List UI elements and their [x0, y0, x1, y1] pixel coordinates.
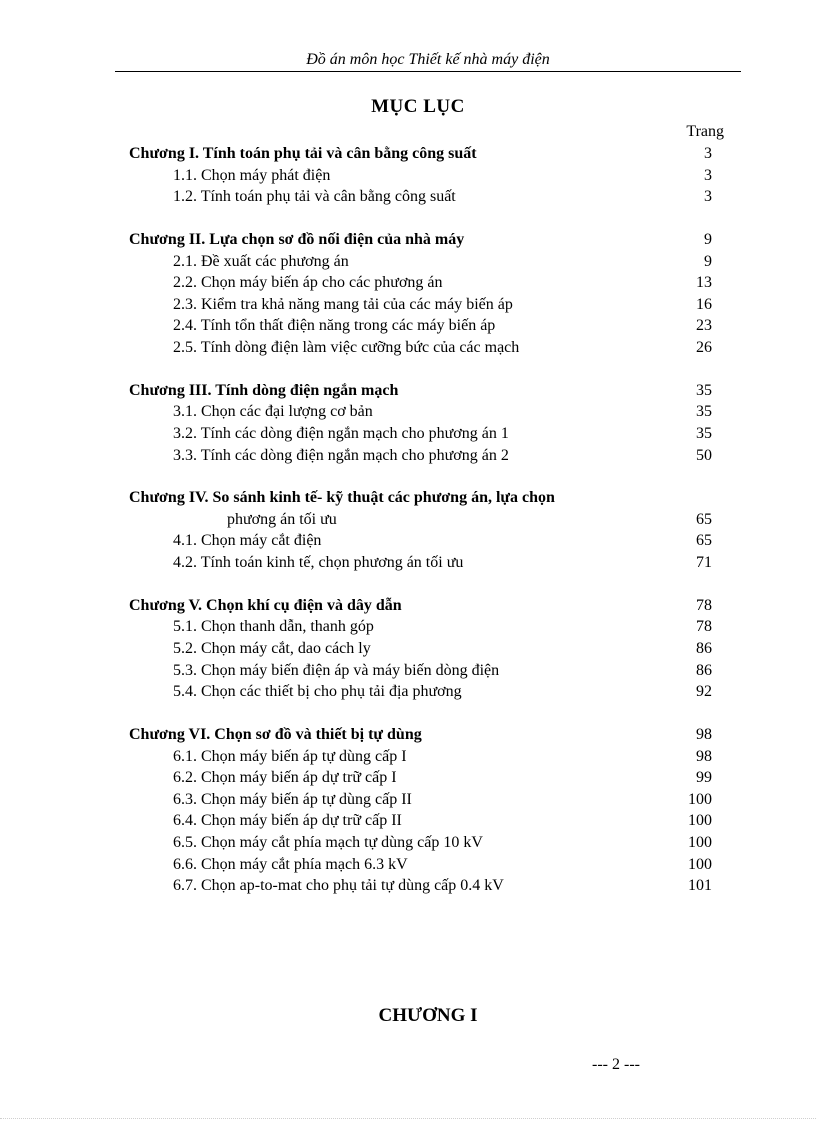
toc-section-row[interactable] — [129, 638, 712, 660]
toc-chapter-row[interactable] — [129, 229, 712, 251]
toc-entry-page: 13 — [696, 274, 712, 292]
chapter-heading: CHƯƠNG I — [378, 1005, 478, 1026]
toc-section-row[interactable] — [129, 401, 712, 423]
toc-entry-page: 100 — [688, 833, 712, 851]
toc-entry-title: 5.1. Chọn thanh dẫn, thanh góp — [173, 618, 374, 636]
toc-entry-page: 98 — [696, 747, 712, 765]
toc-entry-title: 6.1. Chọn máy biến áp tự dùng cấp I — [173, 747, 407, 765]
toc-entry-page: 65 — [696, 510, 712, 528]
toc-entry-title: Chương III. Tính dòng điện ngắn mạch — [129, 381, 399, 399]
toc-entry-title: 2.2. Chọn máy biến áp cho các phương án — [173, 274, 443, 292]
toc-section-row[interactable] — [129, 165, 712, 187]
toc-section-row[interactable] — [129, 251, 712, 273]
toc-entry-title: 1.1. Chọn máy phát điện — [173, 166, 331, 184]
toc-entry-page: 101 — [688, 877, 712, 895]
toc-chapter-row[interactable] — [129, 143, 712, 165]
toc-entry-page: 78 — [696, 618, 712, 636]
toc-entry-title: 2.4. Tính tổn thất điện năng trong các máy biến áp — [173, 317, 496, 335]
toc-entry-page: 92 — [696, 683, 712, 701]
toc-entry-title: 3.1. Chọn các đại lượng cơ bản — [173, 403, 373, 421]
table-of-contents — [129, 143, 712, 897]
toc-entry-title: 4.2. Tính toán kinh tế, chọn phương án tối ưu — [173, 554, 464, 572]
toc-section-row[interactable] — [129, 832, 712, 854]
toc-section-row[interactable] — [129, 789, 712, 811]
toc-entry-page: 9 — [704, 252, 712, 270]
toc-entry-title: 6.4. Chọn máy biến áp dự trữ cấp II — [173, 812, 402, 830]
toc-section-row[interactable] — [129, 315, 712, 337]
toc-entry-title: 3.2. Tính các dòng điện ngắn mạch cho phương án 1 — [173, 424, 509, 442]
toc-entry-title: 3.3. Tính các dòng điện ngắn mạch cho phương án 2 — [173, 446, 509, 464]
toc-section-row[interactable] — [129, 337, 712, 359]
toc-entry-title: 4.1. Chọn máy cắt điện — [173, 532, 322, 550]
page-column-label: Trang — [686, 123, 724, 140]
toc-entry-title: Chương VI. Chọn sơ đồ và thiết bị tự dùng — [129, 726, 422, 743]
toc-section-row[interactable] — [129, 423, 712, 445]
toc-section-row[interactable] — [129, 530, 712, 552]
toc-entry-page: 3 — [704, 188, 712, 206]
toc-entry-title: 2.1. Đề xuất các phương án — [173, 252, 349, 270]
toc-entry-title: 1.2. Tính toán phụ tải và cân bằng công suất — [173, 188, 456, 206]
toc-entry-page: 16 — [696, 295, 712, 313]
toc-section-row[interactable] — [129, 552, 712, 574]
toc-entry-title: Chương IV. So sánh kinh tế- kỹ thuật các phương án, lựa chọn — [129, 489, 555, 507]
footer-divider — [0, 1118, 816, 1119]
toc-entry-page: 3 — [704, 145, 712, 162]
toc-section-row[interactable] — [129, 746, 712, 768]
toc-entry-title: Chương I. Tính toán phụ tải và cân bằng công suất — [129, 145, 477, 162]
toc-entry-title: phương án tối ưu — [227, 510, 337, 528]
toc-entry-page: 3 — [704, 166, 712, 184]
toc-entry-page: 35 — [696, 403, 712, 421]
toc-section-row[interactable] — [129, 294, 712, 316]
toc-chapter-continuation-row[interactable] — [129, 509, 712, 531]
toc-section-row[interactable] — [129, 854, 712, 876]
toc-entry-title: 2.5. Tính dòng điện làm việc cưỡng bức của các mạch — [173, 338, 520, 356]
toc-entry-title: 5.4. Chọn các thiết bị cho phụ tải địa phương — [173, 683, 462, 701]
toc-chapter-row[interactable] — [129, 595, 712, 617]
toc-section-row[interactable] — [129, 616, 712, 638]
toc-entry-page: 35 — [696, 424, 712, 442]
toc-section-row[interactable] — [129, 445, 712, 467]
toc-section-row[interactable] — [129, 186, 712, 208]
toc-entry-page: 65 — [696, 532, 712, 550]
toc-entry-page: 78 — [696, 596, 712, 614]
toc-entry-page: 26 — [696, 338, 712, 356]
toc-entry-page: 71 — [696, 554, 712, 572]
toc-chapter-row[interactable] — [129, 724, 712, 746]
toc-entry-title: 6.6. Chọn máy cắt phía mạch 6.3 kV — [173, 855, 408, 873]
toc-title: MỤC LỤC — [371, 96, 465, 117]
toc-entry-title: Chương V. Chọn khí cụ điện và dây dẫn — [129, 596, 402, 614]
page-number: --- 2 --- — [592, 1056, 640, 1073]
toc-entry-page: 35 — [696, 381, 712, 399]
header-divider — [115, 71, 741, 72]
toc-section-row[interactable] — [129, 272, 712, 294]
toc-entry-title: 5.3. Chọn máy biến điện áp và máy biến dòng điện — [173, 661, 500, 679]
toc-entry-title: 6.5. Chọn máy cắt phía mạch tự dùng cấp 10 kV — [173, 833, 483, 851]
toc-section-row[interactable] — [129, 660, 712, 682]
toc-entry-page: 98 — [696, 726, 712, 743]
toc-chapter-row[interactable] — [129, 487, 712, 509]
toc-chapter-row[interactable] — [129, 380, 712, 402]
toc-section-row[interactable] — [129, 767, 712, 789]
toc-section-row[interactable] — [129, 810, 712, 832]
toc-entry-page: 86 — [696, 640, 712, 658]
toc-entry-page: 100 — [688, 812, 712, 830]
toc-entry-title: Chương II. Lựa chọn sơ đồ nối điện của nhà máy — [129, 230, 465, 248]
toc-entry-page: 9 — [704, 230, 712, 248]
toc-entry-page: 100 — [688, 790, 712, 808]
toc-entry-title: 2.3. Kiểm tra khả năng mang tải của các máy biến áp — [173, 295, 513, 313]
running-header: Đồ án môn học Thiết kế nhà máy điện — [306, 51, 550, 68]
toc-entry-title: 6.7. Chọn ap-to-mat cho phụ tải tự dùng cấp 0.4 kV — [173, 877, 504, 895]
toc-entry-page: 86 — [696, 661, 712, 679]
toc-entry-page: 100 — [688, 855, 712, 873]
toc-entry-page: 99 — [696, 769, 712, 787]
toc-section-row[interactable] — [129, 681, 712, 703]
toc-section-row[interactable] — [129, 875, 712, 897]
toc-entry-page: 23 — [696, 317, 712, 335]
toc-entry-title: 6.3. Chọn máy biến áp tự dùng cấp II — [173, 790, 412, 808]
toc-entry-title: 6.2. Chọn máy biến áp dự trữ cấp I — [173, 769, 397, 787]
toc-entry-title: 5.2. Chọn máy cắt, dao cách ly — [173, 640, 371, 658]
toc-entry-page: 50 — [696, 446, 712, 464]
